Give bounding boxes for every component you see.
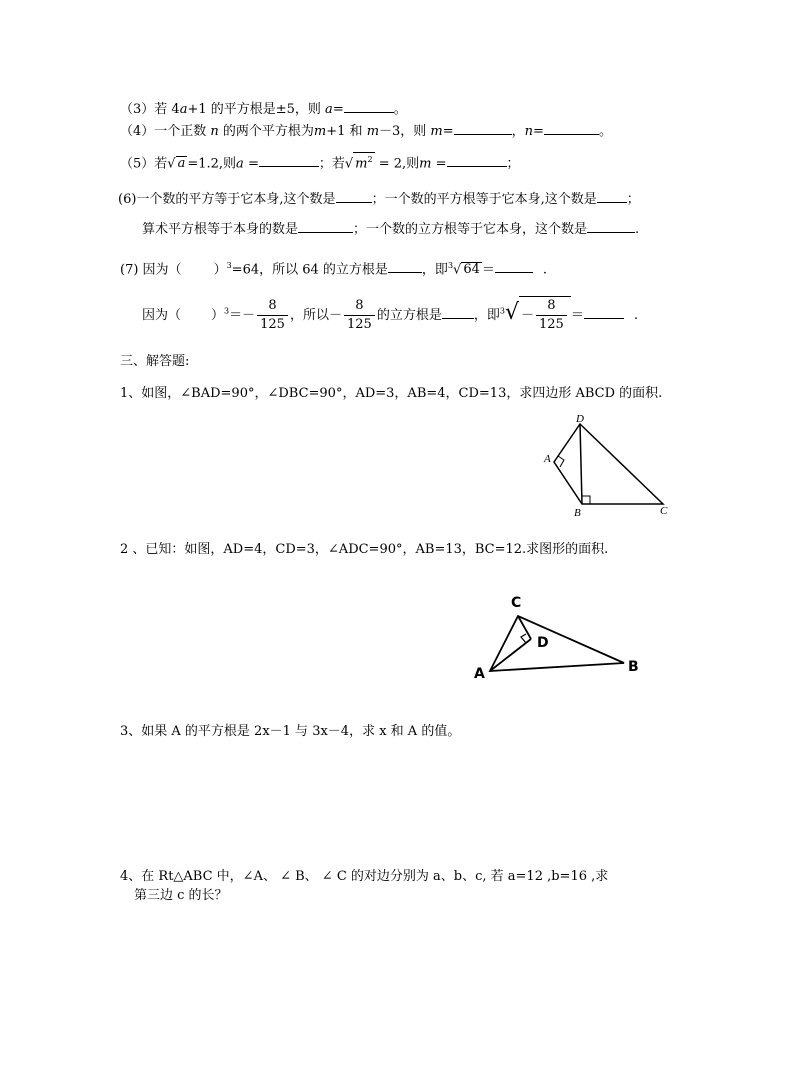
sqrt-sign: √ [344, 156, 354, 172]
answer-blank[interactable] [587, 219, 635, 233]
answer-blank[interactable] [336, 189, 372, 203]
quadrilateral-abcd-figure [530, 412, 690, 524]
label-b: B [628, 659, 639, 675]
label-d: D [576, 413, 584, 425]
right-angle-mark-b [582, 496, 590, 504]
sqrt-sign: √ [453, 262, 462, 278]
answer-blank[interactable] [259, 153, 319, 167]
label-d: D [537, 635, 549, 651]
answer-blank[interactable] [584, 305, 624, 319]
sqrt-sign: √ [167, 156, 176, 172]
label-c: C [511, 595, 522, 611]
question-5: （5）若√ a =1.2,则a = ；若√ $m^2 = 2$,则m = ； [120, 152, 520, 172]
quadrilateral-shape [554, 424, 663, 504]
label-a: A [544, 453, 551, 465]
answer-blank[interactable] [298, 219, 353, 233]
problem-4-line-1: 4、在 Rt△ABC 中，∠A、 ∠ B、 ∠ C 的对边分别为 a、b、c, 若 a=12 ,b=16 ,求 [120, 869, 609, 884]
label-c: C [660, 505, 668, 517]
fraction: $\frac{8}{125}$ [257, 297, 288, 334]
problem-2: 2 、已知：如图，AD=4，CD=3，∠ADC=90°，AB=13，BC=12.求图形的面积. [120, 542, 609, 557]
problem-1: 1、如图，∠BAD=90°，∠DBC=90°，AD=3，AB=4，CD=13，求四边形 ABCD 的面积. [120, 386, 663, 401]
section-heading: 三、解答题: [120, 354, 190, 369]
question-6-line-1: (6)一个数的平方等于它本身,这个数是 ；一个数的平方根等于它本身,这个数是 ； [118, 189, 640, 208]
answer-blank[interactable] [544, 121, 599, 135]
triangle-acb-shape [490, 616, 624, 671]
right-angle-mark-a [558, 456, 564, 467]
question-7-line-2: 因为（ ）$^3$＝－ $\frac{8}{125}$ ，所以－ $\frac{8}{125}$ 的立方根是 ，即$^3$√ － $\frac{8}{125}$ ＝ . [142, 298, 638, 332]
answer-blank[interactable] [597, 189, 627, 203]
question-7-line-1: (7) 因为（ ）$^3$=64，所以 64 的立方根是 ，即$^3$√ 64 ＝ . [120, 261, 548, 278]
segment-ad [490, 639, 531, 671]
question-3: （3）若 4a+1 的平方根是±5，则 a= 。 [120, 99, 407, 118]
question-4: （4）一个正数 n 的两个平方根为m+1 和 m－3，则 m= ，n= 。 [120, 121, 612, 140]
answer-blank[interactable] [447, 153, 507, 167]
problem-3: 3、如果 A 的平方根是 2x－1 与 3x－4，求 x 和 A 的值。 [120, 724, 461, 739]
triangle-figure [470, 590, 650, 685]
answer-blank[interactable] [344, 99, 394, 113]
label-a: A [474, 666, 485, 682]
problem-4-line-2: 第三边 c 的长？ [134, 888, 228, 903]
answer-blank[interactable] [454, 121, 512, 135]
diagonal-bd [580, 424, 582, 504]
answer-blank[interactable] [495, 259, 533, 273]
answer-blank[interactable] [442, 305, 474, 319]
sqrt-sign: √ [504, 300, 519, 325]
right-angle-mark-d [521, 634, 526, 643]
answer-blank[interactable] [388, 259, 422, 273]
fraction: $\frac{8}{125}$ [344, 297, 375, 334]
question-6-line-2: 算术平方根等于本身的数是 ；一个数的立方根等于它本身，这个数是 . [142, 219, 639, 238]
fraction: $\frac{8}{125}$ [536, 297, 567, 334]
label-b: B [574, 507, 581, 519]
